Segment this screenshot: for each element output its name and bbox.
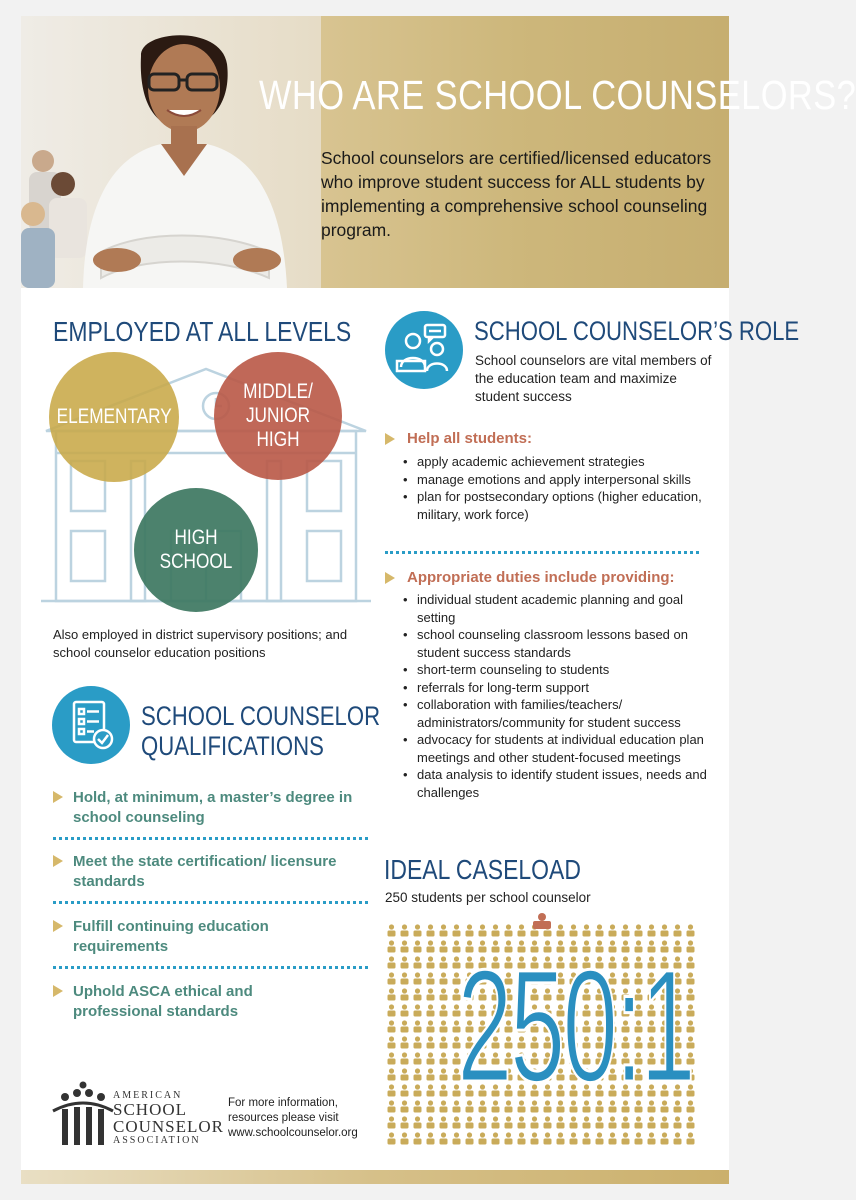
role-title: SCHOOL COUNSELOR’S ROLE [474,316,800,346]
counselor-meeting-icon [385,311,463,389]
qualification-item: Uphold ASCA ethical and professional standards [53,982,373,1022]
duties-heading: Appropriate duties include providing: [385,569,675,586]
employed-note: Also employed in district supervisory positions; and school counselor education positions [53,627,348,660]
divider [53,901,368,904]
list-item: • advocacy for students at individual education plan meetings and other student-focused meetings [401,731,711,766]
qualification-item: Meet the state certification/ licensure standards [53,852,373,892]
bottom-bar [21,1170,729,1184]
infographic [21,16,856,1184]
list-item: • referrals for long-term support [401,679,711,697]
header-description: School counselors are certified/licensed educators who improve student success for ALL students by implementing a comprehensive school counseling program. [321,148,712,240]
divider [385,551,699,554]
header-banner [21,16,856,288]
list-item: • manage emotions and apply interpersonal skills [401,471,711,489]
qualification-item: Fulfill continuing education requirements [53,917,373,957]
list-item: • data analysis to identify student issues, needs and challenges [401,766,711,801]
counselor-photo [21,16,321,288]
level-elementary: ELEMENTARY [49,352,179,482]
caseload-ratio: 250:1 [457,936,694,1115]
asca-logo-text: AMERICAN SCHOOL COUNSELOR ASSOCIATION [113,1090,225,1146]
caseload-subtitle: 250 students per school counselor [385,890,591,905]
divider [53,837,368,840]
role-description: School counselors are vital members of the education team and maximize student success [475,353,712,404]
employed-title: EMPLOYED AT ALL LEVELS [53,316,352,347]
checklist-icon [52,686,130,764]
caseload-title: IDEAL CASELOAD [384,854,581,885]
help-heading: Help all students: [385,430,532,447]
list-item: • plan for postsecondary options (higher education, military, work force) [401,488,711,523]
qualifications-title: SCHOOL COUNSELOR QUALIFICATIONS [141,701,381,761]
more-info-text: For more information, resources please visit www.schoolcounselor.org [228,1097,358,1139]
level-middle-junior-high: MIDDLE/ JUNIOR HIGH [214,352,342,480]
header-title: WHO ARE SCHOOL COUNSELORS? [259,72,856,118]
help-list [401,453,711,523]
level-high-school: HIGH SCHOOL [134,488,258,612]
counselor-person-icon [533,913,551,929]
duties-list [401,591,711,801]
list-item: • school counseling classroom lessons based on student success standards [401,626,711,661]
list-item: • individual student academic planning and goal setting [401,591,711,626]
qualification-item: Hold, at minimum, a master’s degree in school counseling [53,788,373,828]
list-item: • short-term counseling to students [401,661,711,679]
list-item: • collaboration with families/teachers/ administrators/community for student success [401,696,711,731]
list-item: • apply academic achievement strategies [401,453,711,471]
divider [53,966,368,969]
